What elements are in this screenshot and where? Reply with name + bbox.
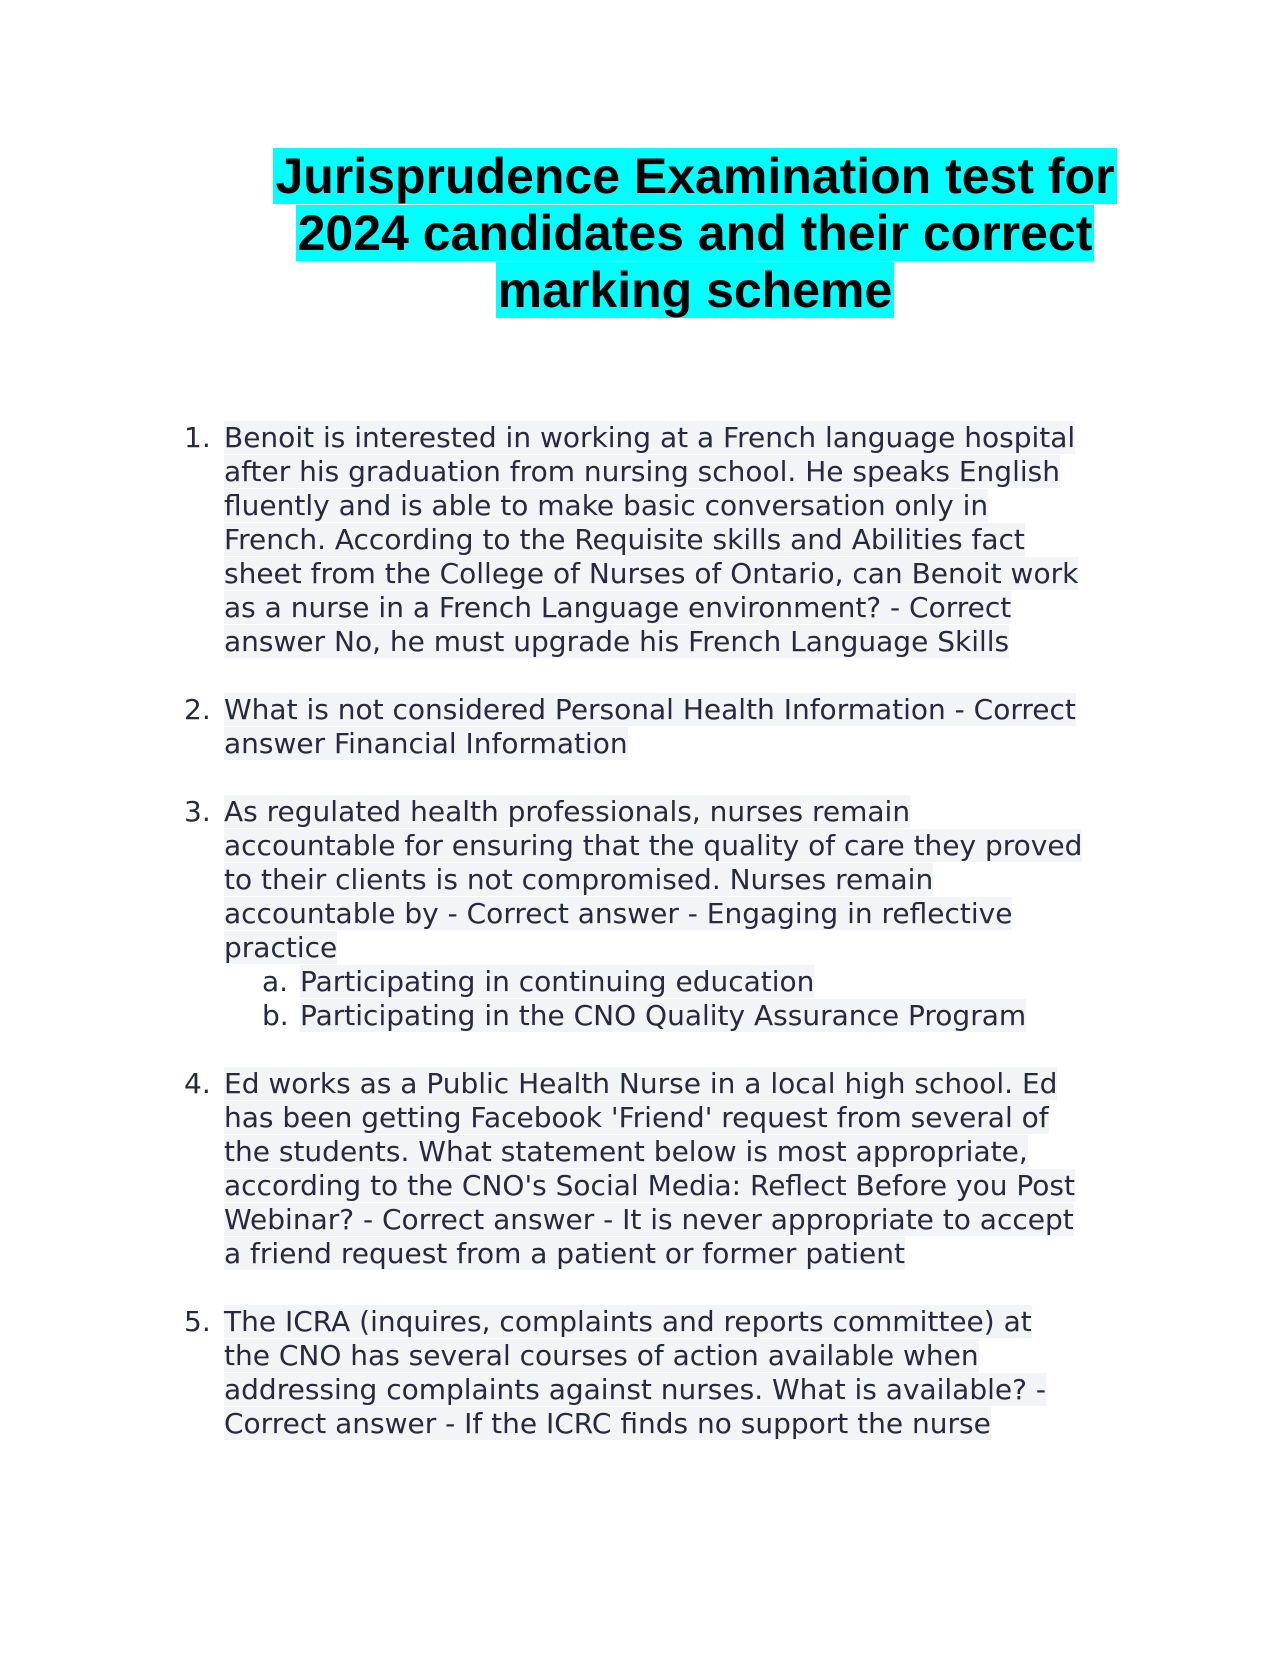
question-line: Correct answer - If the ICRC finds no support the nurse — [224, 1407, 991, 1440]
document-title — [230, 148, 1160, 319]
question-item — [184, 1305, 1144, 1441]
question-item — [184, 1067, 1144, 1271]
sub-item-letter: b. — [262, 999, 289, 1032]
question-line: The ICRA (inquires, complaints and reports committee) at — [224, 1305, 1032, 1338]
question-line: French. According to the Requisite skills and Abilities fact — [224, 523, 1025, 556]
question-line: the CNO has several courses of action available when — [224, 1339, 979, 1372]
question-line: accountable by - Correct answer - Engaging in reflective — [224, 897, 1013, 930]
title-line: marking scheme — [497, 262, 893, 318]
question-text — [224, 795, 1144, 1033]
question-line: answer No, he must upgrade his French Language Skills — [224, 625, 1010, 658]
question-number: 1. — [184, 421, 211, 454]
question-line: answer Financial Information — [224, 727, 628, 760]
question-line: Benoit is interested in working at a French language hospital — [224, 421, 1076, 454]
question-text — [224, 421, 1144, 659]
question-number: 2. — [184, 693, 211, 726]
question-line: according to the CNO's Social Media: Reflect Before you Post — [224, 1169, 1075, 1202]
title-line: 2024 candidates and their correct — [297, 205, 1093, 261]
question-item — [184, 795, 1144, 1033]
sub-item — [224, 965, 1144, 999]
question-line: accountable for ensuring that the quality of care they proved — [224, 829, 1083, 862]
question-line: after his graduation from nursing school. He speaks English — [224, 455, 1060, 488]
question-line: has been getting Facebook 'Friend' request from several of — [224, 1101, 1049, 1134]
question-number: 3. — [184, 795, 211, 828]
question-line: Ed works as a Public Health Nurse in a local high school. Ed — [224, 1067, 1058, 1100]
question-line: addressing complaints against nurses. What is available? - — [224, 1373, 1046, 1406]
question-line: As regulated health professionals, nurses remain — [224, 795, 911, 828]
question-line: practice — [224, 931, 338, 964]
question-text — [224, 693, 1144, 761]
question-number: 5. — [184, 1305, 211, 1338]
question-list — [184, 421, 1144, 1475]
question-line: as a nurse in a French Language environment? - Correct — [224, 591, 1012, 624]
question-line: fluently and is able to make basic conversation only in — [224, 489, 989, 522]
sub-item-text: Participating in continuing education — [300, 965, 815, 998]
question-text — [224, 1067, 1144, 1271]
question-line: a friend request from a patient or former patient — [224, 1237, 905, 1270]
question-text — [224, 1305, 1144, 1441]
question-line: sheet from the College of Nurses of Ontario, can Benoit work — [224, 557, 1079, 590]
sub-item-text: Participating in the CNO Quality Assurance Program — [300, 999, 1027, 1032]
question-line: to their clients is not compromised. Nurses remain — [224, 863, 934, 896]
sub-item-letter: a. — [262, 965, 289, 998]
question-number: 4. — [184, 1067, 211, 1100]
title-line: Jurisprudence Examination test for — [275, 148, 1115, 204]
question-line: Webinar? - Correct answer - It is never appropriate to accept — [224, 1203, 1074, 1236]
sub-item — [224, 999, 1144, 1033]
question-line: What is not considered Personal Health Information - Correct — [224, 693, 1076, 726]
question-item — [184, 693, 1144, 761]
question-line: the students. What statement below is most appropriate, — [224, 1135, 1028, 1168]
question-item — [184, 421, 1144, 659]
